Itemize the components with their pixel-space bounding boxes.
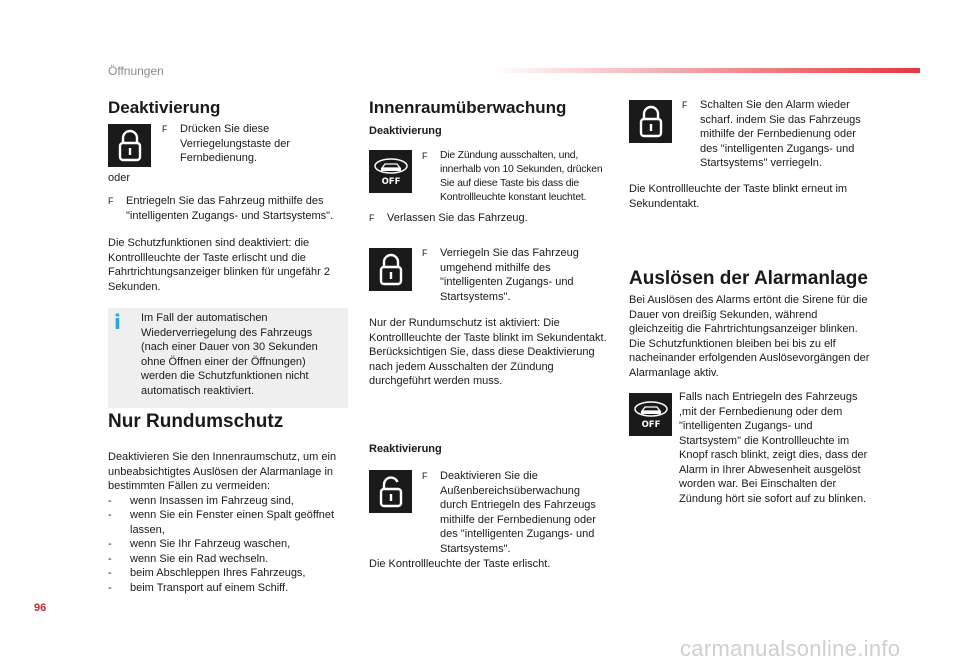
list-item [108, 552, 353, 567]
deactivation-subheading: Deaktivierung [369, 125, 442, 137]
list-item-text: wenn Sie ein Fenster einen Spalt geöffnet lassen, [130, 509, 335, 536]
reactivate-bullet [422, 469, 607, 556]
perimeter-section [108, 450, 353, 595]
list-item-text: wenn Insassen im Fahrzeug sind, [130, 494, 294, 507]
bullet-text: Schalten Sie den Alarm wieder scharf. indem Sie das Fahrzeugs mithilfe der Fernbedienung oder des "intelligenten Zugangs- und Startsystems" verriegeln. [700, 99, 861, 169]
info-text: Im Fall der automatischen Wiederverriegelung des Fahrzeugs (nach einer Dauer von 30 Sekunden ohne Öffnen einer der Öffnungen) werden die Schutzfunktionen nicht automatisch reaktiviert. [141, 312, 318, 397]
interior-monitoring-heading: Innenraumüberwachung [369, 98, 567, 117]
svg-text:OFF: OFF [641, 419, 660, 430]
list-item-text: wenn Sie Ihr Fahrzeug waschen, [130, 538, 291, 550]
bullet-marker: F [369, 213, 375, 223]
list-item [108, 581, 353, 596]
list-item [108, 537, 353, 552]
ignition-off-bullet [422, 149, 612, 205]
svg-text:OFF: OFF [381, 176, 400, 187]
watermark: carmanualsonline.info [680, 636, 901, 661]
list-dash: - [108, 552, 112, 565]
list-item [108, 494, 353, 509]
perimeter-heading: Nur Rundumschutz [108, 411, 284, 432]
car-off-icon [371, 155, 411, 189]
page-number: 96 [34, 602, 47, 614]
deactivation-heading: Deaktivierung [108, 98, 221, 117]
alarm-trigger-paragraph: Bei Auslösen des Alarms ertönt die Sirene für die Dauer von dreißig Sekunden, während gleichzeitig die Fahrtrichtungsanzeiger blinken. Die Schutzfunktionen bleiben bei bis zu elf nacheinander erfolgenden Auslösevorgängen der Alarmanlage aktiv. [629, 294, 870, 379]
after-unlock-paragraph: Falls nach Entriegeln des Fahrzeugs ,mit der Fernbedienung oder dem "intelligenten Zugangs- und Startsystem" die Kontrollleuchte im Knopf rasch blinkt, zeigt dies, dass der Alarm in Ihrer Abwesenheit ausgelöst worden war. Bei Einschalten der Zündung hört sie sofort auf zu blinken. [679, 391, 868, 505]
header-accent-rule [490, 68, 920, 73]
bullet-marker: F [108, 196, 114, 206]
padlock-icon [638, 105, 664, 139]
off-button-icon-box [369, 150, 412, 193]
bullet-text: Drücken Sie diese Verriegelungstaste der Fernbedienung. [180, 123, 291, 164]
only-perimeter-paragraph: Nur der Rundumschutz ist aktiviert: Die Kontrollleuchte der Taste blinkt im Sekundentakt. Berücksichtigen Sie, dass diese Deaktivierung nach jedem Ausschalten der Zündung durchgeführt werden muss. [369, 317, 607, 387]
perimeter-intro: Deaktivieren Sie den Innenraumschutz, um ein unbeabsichtigtes Auslösen der Alarmanlage in bestimmten Fällen zu vermeiden: [108, 451, 337, 492]
lock-button-icon-box [369, 248, 412, 291]
unlock-keyless-bullet [108, 194, 353, 223]
bullet-marker: F [682, 100, 688, 110]
press-lock-bullet [162, 122, 332, 166]
lock-button-icon-box [108, 124, 151, 167]
list-item [108, 508, 353, 537]
leave-vehicle-bullet [369, 211, 609, 226]
padlock-icon [378, 253, 404, 287]
lock-vehicle-bullet [422, 246, 602, 304]
car-off-icon [631, 398, 671, 432]
list-item [108, 566, 353, 581]
off-button-icon-box [629, 393, 672, 436]
deactivated-paragraph: Die Schutzfunktionen sind deaktiviert: die Kontrollleuchte der Taste erlischt und die Fahrtrichtungsanzeiger blinken für ungefähr 2 Sekunden. [108, 237, 330, 293]
unlock-button-icon-box [369, 470, 412, 513]
padlock-open-icon [378, 475, 404, 509]
list-item-text: wenn Sie ein Rad wechseln. [130, 552, 269, 565]
list-dash: - [108, 567, 112, 579]
bullet-marker: F [162, 124, 168, 134]
bullet-marker: F [422, 151, 428, 161]
oder-text: oder [108, 172, 131, 184]
alarm-trigger-heading: Auslösen der Alarmanlage [629, 268, 868, 289]
lock-button-icon-box [629, 100, 672, 143]
list-dash: - [108, 509, 112, 521]
info-icon: i [114, 310, 121, 334]
bullet-marker: F [422, 248, 428, 258]
blinks-again-paragraph: Die Kontrollleuchte der Taste blinkt erneut im Sekundentakt. [629, 183, 848, 210]
bullet-text: Deaktivieren Sie die Außenbereichsüberwachung durch Entriegeln des Fahrzeugs mithilfe der Fernbedienung oder des "intelligenten Zugangs- und Startsystems". [440, 470, 596, 555]
list-dash: - [108, 581, 112, 594]
bullet-marker: F [422, 471, 428, 481]
list-dash: - [108, 494, 112, 507]
rearm-alarm-bullet [682, 98, 874, 171]
bullet-text: Die Zündung ausschalten, und, innerhalb von 10 Sekunden, drücken Sie auf diese Taste bis dass die Kontrollleuchte konstant leuchtet. [440, 150, 603, 203]
list-item-text: beim Abschleppen Ihres Fahrzeugs, [130, 567, 306, 579]
list-item-text: beim Transport auf einem Schiff. [130, 581, 289, 594]
react-after-text: Die Kontrollleuchte der Taste erlischt. [369, 558, 551, 570]
list-dash: - [108, 538, 112, 550]
bullet-text: Verlassen Sie das Fahrzeug. [387, 212, 528, 224]
running-header: Öffnungen [108, 64, 164, 78]
bullet-text: Entriegeln Sie das Fahrzeug mithilfe des "intelligenten Zugangs- und Startsystems". [126, 195, 334, 222]
bullet-text: Verriegeln Sie das Fahrzeug umgehend mithilfe des "intelligenten Zugangs- und Startsystems". [440, 247, 579, 303]
padlock-icon [117, 129, 143, 163]
reactivation-subheading: Reaktivierung [369, 443, 442, 455]
